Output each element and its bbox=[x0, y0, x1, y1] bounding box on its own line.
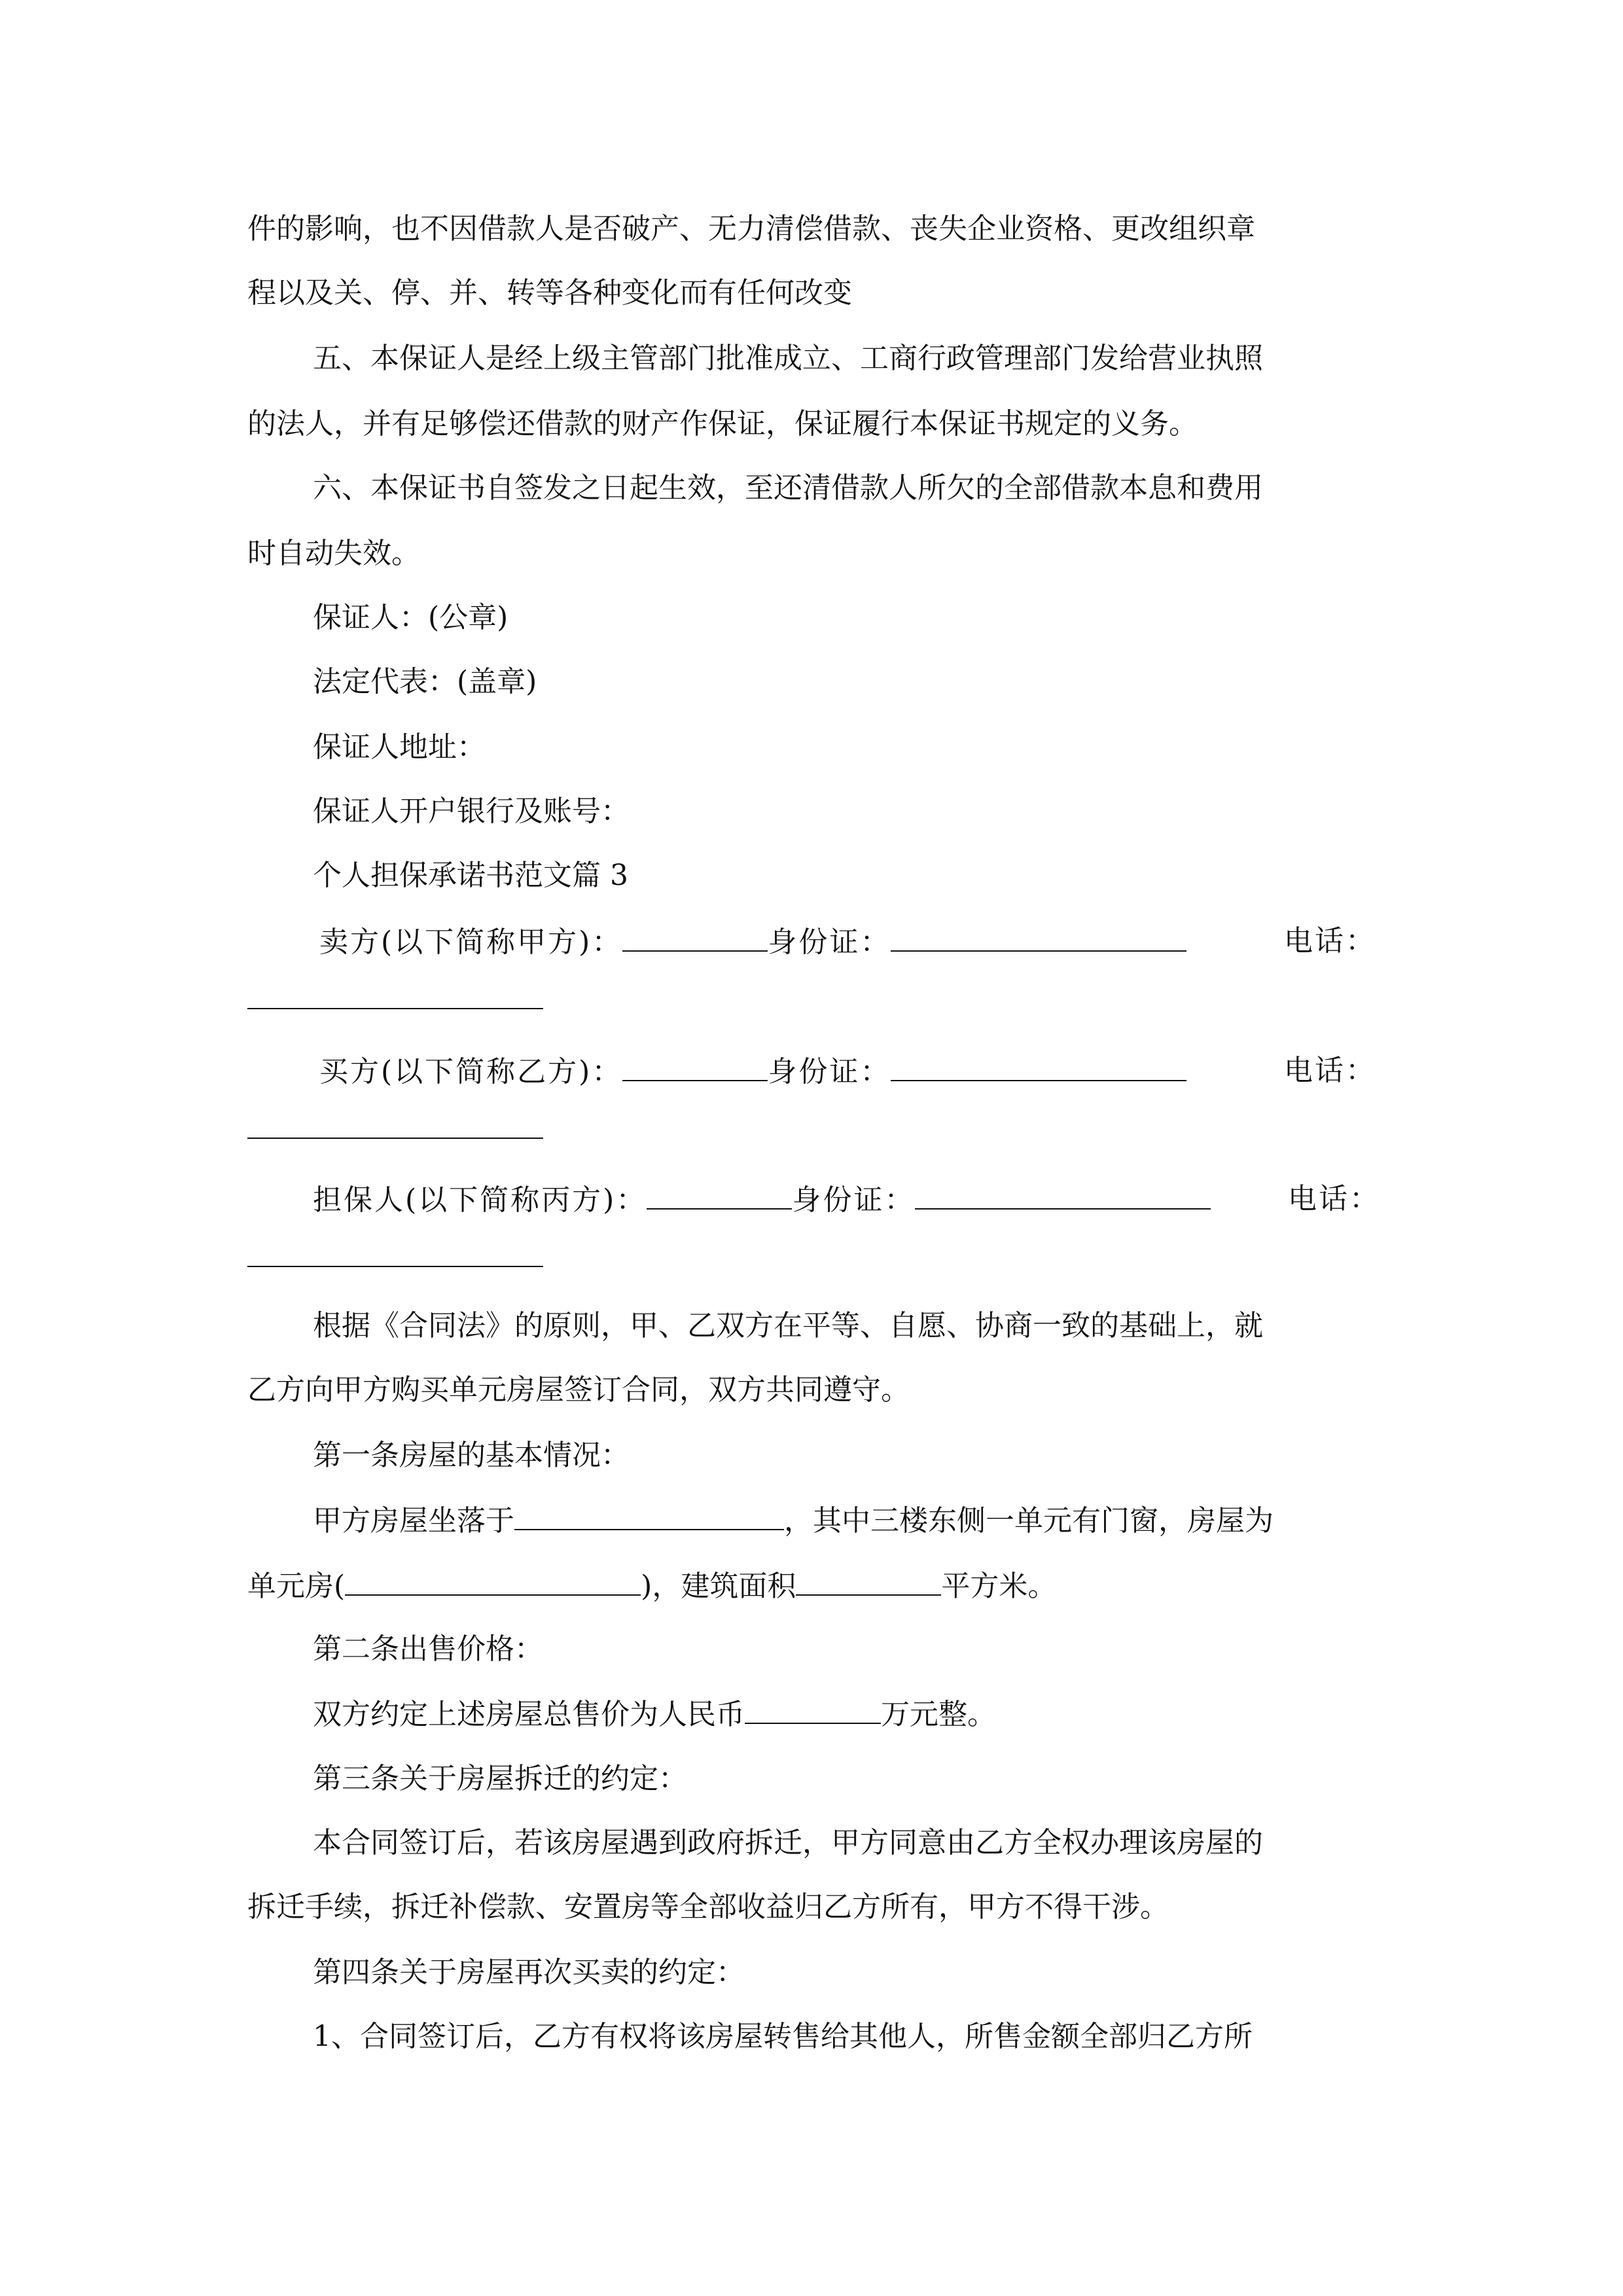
preamble-line-1: 根据《合同法》的原则，甲、乙双方在平等、自愿、协商一致的基础上，就 bbox=[313, 1309, 1263, 1342]
article-4-line-1: 1、合同签订后，乙方有权将该房屋转售给其他人，所售金额全部归乙方所 bbox=[313, 2020, 1253, 2053]
buyer-row bbox=[319, 1051, 1186, 1090]
seller-label: 卖方(以下简称甲方)： bbox=[319, 925, 623, 959]
section-title: 个人担保承诺书范文篇 3 bbox=[313, 859, 628, 892]
paragraph-1-line-1: 件的影响，也不因借款人是否破产、无力清偿借款、丧失企业资格、更改组织章 bbox=[247, 212, 1255, 245]
seller-id-blank bbox=[891, 922, 1186, 952]
unit-type-blank bbox=[345, 1566, 641, 1596]
surety-id-blank bbox=[915, 1179, 1211, 1210]
seller-row bbox=[319, 922, 1186, 961]
preamble-line-2: 乙方向甲方购买单元房屋签订合同，双方共同遵守。 bbox=[247, 1373, 910, 1407]
surety-row bbox=[313, 1179, 1211, 1219]
seller-phone-blank bbox=[247, 1008, 543, 1009]
buyer-id-label: 身份证： bbox=[768, 1055, 891, 1088]
buyer-name-blank bbox=[622, 1051, 768, 1081]
clause-6-line-2: 时自动失效。 bbox=[247, 537, 420, 570]
article-2-title: 第二条出售价格： bbox=[313, 1632, 543, 1666]
buyer-phone-label: 电话： bbox=[1284, 1054, 1376, 1087]
surety-label: 担保人(以下简称丙方)： bbox=[313, 1183, 647, 1217]
price-label: 双方约定上述房屋总售价为人民币 bbox=[313, 1698, 745, 1731]
area-unit: 平方米。 bbox=[941, 1570, 1057, 1603]
surety-id-label: 身份证： bbox=[792, 1183, 916, 1217]
buyer-label: 买方(以下简称乙方)： bbox=[319, 1055, 623, 1088]
paragraph-1-line-2: 程以及关、停、并、转等各种变化而有任何改变 bbox=[247, 276, 852, 310]
clause-5-line-2: 的法人，并有足够偿还借款的财产作保证，保证履行本保证书规定的义务。 bbox=[247, 407, 1198, 440]
clause-5-line-1: 五、本保证人是经上级主管部门批准成立、工商行政管理部门发给营业执照 bbox=[313, 342, 1263, 375]
article-2-line-1 bbox=[313, 1694, 996, 1733]
surety-phone-blank bbox=[247, 1266, 543, 1267]
buyer-phone-blank bbox=[247, 1138, 543, 1139]
article-1-title: 第一条房屋的基本情况： bbox=[313, 1439, 630, 1472]
article-3-title: 第三条关于房屋拆迁的约定： bbox=[313, 1762, 687, 1795]
guarantor-address-line: 保证人地址： bbox=[313, 730, 486, 764]
clause-6-line-1: 六、本保证书自签发之日起生效，至还清借款人所欠的全部借款本息和费用 bbox=[313, 471, 1263, 505]
guarantor-bank-line: 保证人开户银行及账号： bbox=[313, 795, 630, 828]
location-blank bbox=[514, 1500, 784, 1530]
price-blank bbox=[745, 1694, 881, 1724]
article-4-title: 第四条关于房屋再次买卖的约定： bbox=[313, 1956, 745, 1989]
location-desc: ，其中三楼东侧一单元有门窗，房屋为 bbox=[784, 1504, 1274, 1537]
legal-representative-line: 法定代表：(盖章) bbox=[313, 665, 537, 698]
seller-phone-label: 电话： bbox=[1284, 924, 1376, 958]
location-label: 甲方房屋坐落于 bbox=[313, 1504, 514, 1537]
area-blank bbox=[796, 1566, 941, 1596]
area-label: )，建筑面积 bbox=[641, 1570, 796, 1603]
seller-name-blank bbox=[622, 922, 768, 952]
price-unit: 万元整。 bbox=[881, 1698, 996, 1731]
surety-phone-label: 电话： bbox=[1288, 1182, 1380, 1215]
article-3-line-2: 拆迁手续，拆迁补偿款、安置房等全部收益归乙方所有，甲方不得干涉。 bbox=[247, 1890, 1169, 1924]
guarantor-seal-line: 保证人：(公章) bbox=[313, 601, 508, 634]
buyer-id-blank bbox=[891, 1051, 1186, 1081]
surety-name-blank bbox=[647, 1179, 792, 1210]
article-1-line-2 bbox=[247, 1566, 1056, 1605]
article-3-line-1: 本合同签订后，若该房屋遇到政府拆迁，甲方同意由乙方全权办理该房屋的 bbox=[313, 1826, 1263, 1859]
seller-id-label: 身份证： bbox=[768, 925, 891, 959]
unit-type-label: 单元房( bbox=[247, 1570, 346, 1603]
article-1-line-1 bbox=[313, 1500, 1274, 1539]
